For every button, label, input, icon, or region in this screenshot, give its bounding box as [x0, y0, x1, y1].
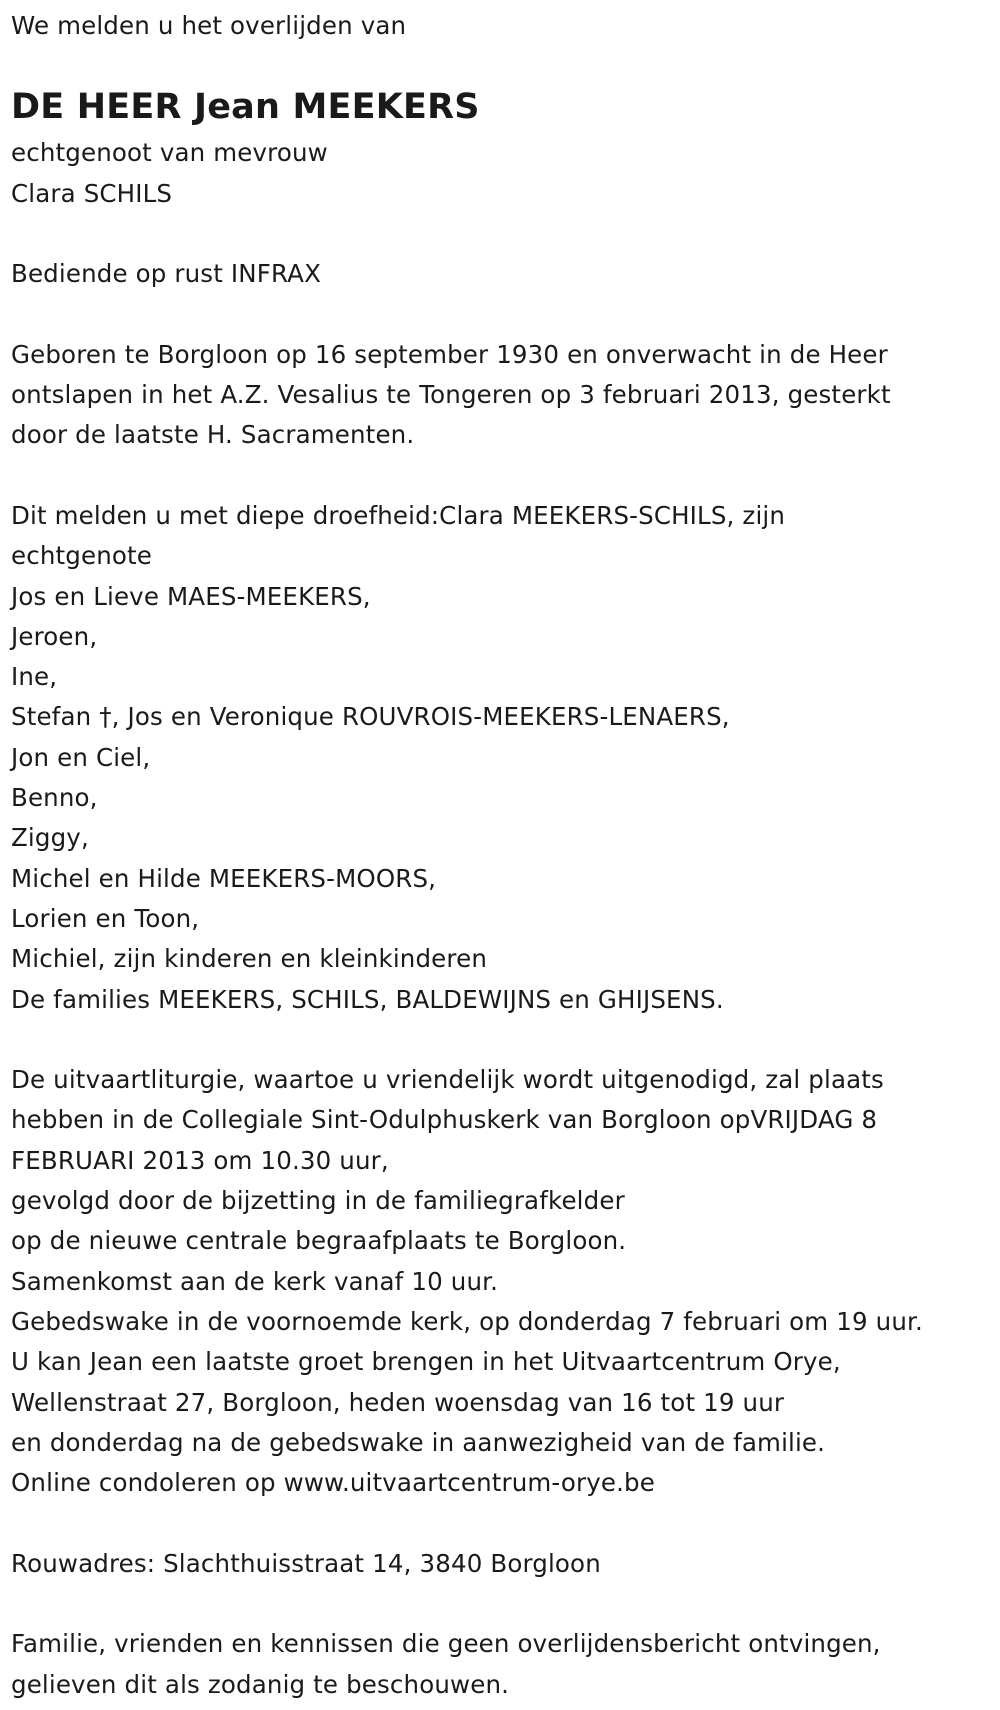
spacer [11, 214, 996, 254]
spacer [11, 1584, 996, 1624]
intro-text: We melden u het overlijden van [11, 11, 407, 40]
spouse-line: Clara SCHILS [11, 178, 173, 208]
closing-line: Familie, vrienden en kennissen die geen overlijdensbericht ontvingen, [11, 1629, 881, 1659]
mourner-line: Ine, [11, 662, 58, 692]
obituary-notice [11, 6, 996, 1705]
funeral-line: Online condoleren op www.uitvaartcentrum-orye.be [11, 1468, 655, 1498]
birth-death-line: door de laatste H. Sacramenten. [11, 420, 415, 450]
funeral-line: FEBRUARI 2013 om 10.30 uur, [11, 1145, 389, 1175]
birth-death-line: ontslapen in het A.Z. Vesalius te Tongeren op 3 februari 2013, gesterkt [11, 380, 891, 410]
mourner-line: Jon en Ciel, [11, 742, 151, 772]
funeral-line: hebben in de Collegiale Sint-Odulphuskerk van Borgloon opVRIJDAG 8 [11, 1105, 878, 1135]
mourner-line: Michiel, zijn kinderen en kleinkinderen [11, 944, 487, 974]
mourner-line: Ziggy, [11, 823, 89, 853]
birth-death-line: Geboren te Borgloon op 16 september 1930 en onverwacht in de Heer [11, 339, 888, 369]
deceased-name: DE HEER Jean MEEKERS [11, 87, 480, 128]
mourner-line: Dit melden u met diepe droefheid:Clara MEEKERS-SCHILS, zijn [11, 500, 786, 530]
funeral-line: De uitvaartliturgie, waartoe u vriendelijk wordt uitgenodigd, zal plaats [11, 1065, 884, 1095]
funeral-line: Samenkomst aan de kerk vanaf 10 uur. [11, 1266, 499, 1296]
closing-block [11, 1624, 996, 1705]
mourner-line: echtgenote [11, 541, 152, 571]
funeral-block [11, 1060, 996, 1503]
birth-death-block [11, 335, 996, 456]
spouse-line: echtgenoot van mevrouw [11, 138, 328, 168]
funeral-line: gevolgd door de bijzetting in de familiegrafkelder [11, 1186, 625, 1216]
mourner-line: Jos en Lieve MAES-MEEKERS, [11, 581, 371, 611]
funeral-line: op de nieuwe centrale begraafplaats te Borgloon. [11, 1226, 627, 1256]
spacer [11, 294, 996, 334]
mourner-line: Jeroen, [11, 621, 98, 651]
occupation-text: Bediende op rust INFRAX [11, 259, 322, 289]
funeral-line: Wellenstraat 27, Borgloon, heden woensdag van 16 tot 19 uur [11, 1387, 785, 1417]
mourners-block [11, 496, 996, 1020]
funeral-line: en donderdag na de gebedswake in aanwezigheid van de familie. [11, 1427, 826, 1457]
spouse-block [11, 133, 996, 214]
mourner-line: Michel en Hilde MEEKERS-MOORS, [11, 863, 437, 893]
mourner-line: De families MEEKERS, SCHILS, BALDEWIJNS en GHIJSENS. [11, 984, 724, 1014]
mourner-line: Stefan †, Jos en Veronique ROUVROIS-MEEKERS-LENAERS, [11, 702, 730, 732]
mourner-line: Benno, [11, 783, 98, 813]
closing-line: gelieven dit als zodanig te beschouwen. [11, 1669, 510, 1699]
funeral-line: U kan Jean een laatste groet brengen in het Uitvaartcentrum Orye, [11, 1347, 841, 1377]
funeral-line: Gebedswake in de voornoemde kerk, op donderdag 7 februari om 19 uur. [11, 1306, 923, 1336]
mourning-address: Rouwadres: Slachthuisstraat 14, 3840 Borgloon [11, 1548, 601, 1578]
mourner-line: Lorien en Toon, [11, 903, 200, 933]
spacer [11, 456, 996, 496]
spacer [11, 1020, 996, 1060]
spacer [11, 1503, 996, 1543]
